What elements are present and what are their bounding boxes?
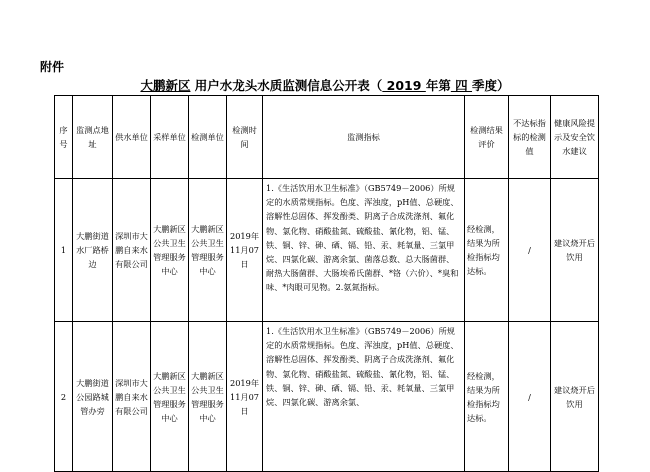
title-district: 大鹏新区 — [140, 78, 191, 93]
title-text-c: 季度） — [472, 78, 510, 93]
cell-supplier: 深圳市大鹏自来水有限公司 — [113, 179, 151, 322]
cell-evaluation: 经检测，结果为所检指标均达标。 — [465, 322, 509, 472]
header-indicators: 监测指标 — [263, 96, 465, 179]
cell-time: 2019年11月07日 — [227, 179, 263, 322]
cell-seq: 1 — [55, 179, 73, 322]
header-seq: 序号 — [55, 96, 73, 179]
cell-tester: 大鹏新区公共卫生管理服务中心 — [189, 322, 227, 472]
water-quality-table — [54, 95, 599, 472]
cell-tester: 大鹏新区公共卫生管理服务中心 — [189, 179, 227, 322]
title-quarter: 四 — [450, 78, 473, 93]
table-row — [55, 322, 599, 472]
cell-indicators: 1.《生活饮用水卫生标准》（GB5749－2006）所规定的水质常规指标。色度、浑浊度，pH值、总硬度、溶解性总固体、挥发酚类、阴离子合成洗涤剂、氟化物、氯化物、硝酸盐氮、硫酸盐、氰化物，铝、锰、铁、铜、锌、砷、硒、镉、铅、汞、耗氧量、三氯甲烷、四氯化碳、游离余氯、菌落总数、总大肠菌群、耐热大肠菌群、大肠埃希氏菌群、*铬（六价）、*臭和味、*肉眼可见物。2.氨氮指标。 — [263, 179, 465, 322]
table-row — [55, 179, 599, 322]
title-text-b: 年第 — [425, 78, 451, 93]
cell-indicators: 1.《生活饮用水卫生标准》（GB5749－2006）所规定的水质常规指标。色度、浑浊度，pH值、总硬度、溶解性总固体、挥发酚类、阴离子合成洗涤剂、氟化物、氯化物、硝酸盐氮、硫酸盐、氰化物，铝、锰、铁、铜、锌、砷、硒、镉、铅、汞、耗氧量、三氯甲烷、四氯化碳、游离余氯、 — [263, 322, 465, 472]
cell-sampler: 大鹏新区公共卫生管理服务中心 — [151, 179, 189, 322]
header-evaluation: 检测结果评价 — [465, 96, 509, 179]
cell-noncompliant: / — [509, 179, 551, 322]
cell-advice: 建议烧开后饮用 — [551, 179, 599, 322]
cell-evaluation: 经检测，结果为所检指标均达标。 — [465, 179, 509, 322]
header-supplier: 供水单位 — [113, 96, 151, 179]
cell-sampler: 大鹏新区公共卫生管理服务中心 — [151, 322, 189, 472]
header-sampler: 采样单位 — [151, 96, 189, 179]
title-year: 2019 — [382, 78, 426, 93]
cell-location: 大鹏街道公园路城管办旁 — [73, 322, 113, 472]
cell-time: 2019年11月07日 — [227, 322, 263, 472]
cell-noncompliant: / — [509, 322, 551, 472]
page-title — [0, 76, 650, 94]
cell-seq: 2 — [55, 322, 73, 472]
cell-advice: 建议烧开后饮用 — [551, 322, 599, 472]
header-tester: 检测单位 — [189, 96, 227, 179]
attachment-label: 附件 — [40, 60, 65, 74]
cell-supplier: 深圳市大鹏自来水有限公司 — [113, 322, 151, 472]
header-time: 检测时间 — [227, 96, 263, 179]
header-location: 监测点地址 — [73, 96, 113, 179]
header-advice: 健康风险提示及安全饮水建议 — [551, 96, 599, 179]
header-noncompliant: 不达标指标的检测值 — [509, 96, 551, 179]
title-text-a: 用户水龙头水质监测信息公开表（ — [190, 78, 383, 93]
cell-location: 大鹏街道水厂路桥边 — [73, 179, 113, 322]
header-row — [55, 96, 599, 179]
